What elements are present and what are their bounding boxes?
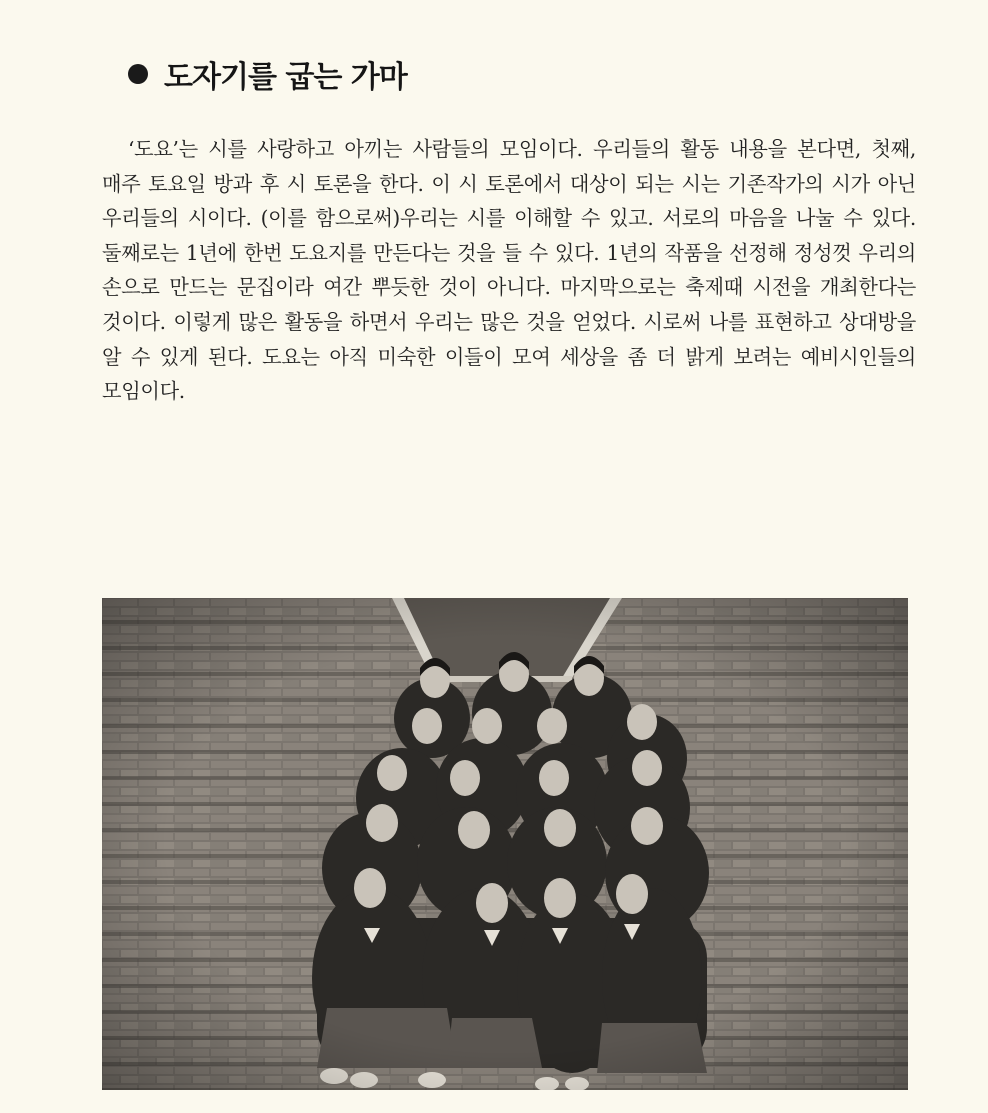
group-photo — [102, 598, 908, 1090]
group-photo-illustration — [102, 598, 908, 1090]
section-title: 도자기를 굽는 가마 — [164, 60, 407, 95]
section-heading — [128, 52, 407, 96]
bullet-icon — [128, 64, 148, 84]
body-paragraph: ‘도요’는 시를 사랑하고 아끼는 사람들의 모임이다. 우리들의 활동 내용을 본다면, 첫째, 매주 토요일 방과 후 시 토론을 한다. 이 시 토론에서 대상이 되는 시는 기존작가의 시가 아닌 우리들의 시이다. (이를 함으로써)우리는 시를 이해할 수 있고. 서로의 마음을 나눌 수 있다. 둘째로는 1년에 한번 도요지를 만든다는 것을 들 수 있다. 1년의 작품을 선정해 정성껏 우리의 손으로 만드는 문집이라 여간 뿌듯한 것이 아니다. 마지막으로는 축제때 시전을 개최한다는 것이다. 이렇게 많은 활동을 하면서 우리는 많은 것을 얻었다. 시로써 나를 표현하고 상대방을 알 수 있게 된다. 도요는 아직 미숙한 이들이 모여 세상을 좀 더 밝게 보려는 예비시인들의 모임이다. — [102, 137, 916, 404]
